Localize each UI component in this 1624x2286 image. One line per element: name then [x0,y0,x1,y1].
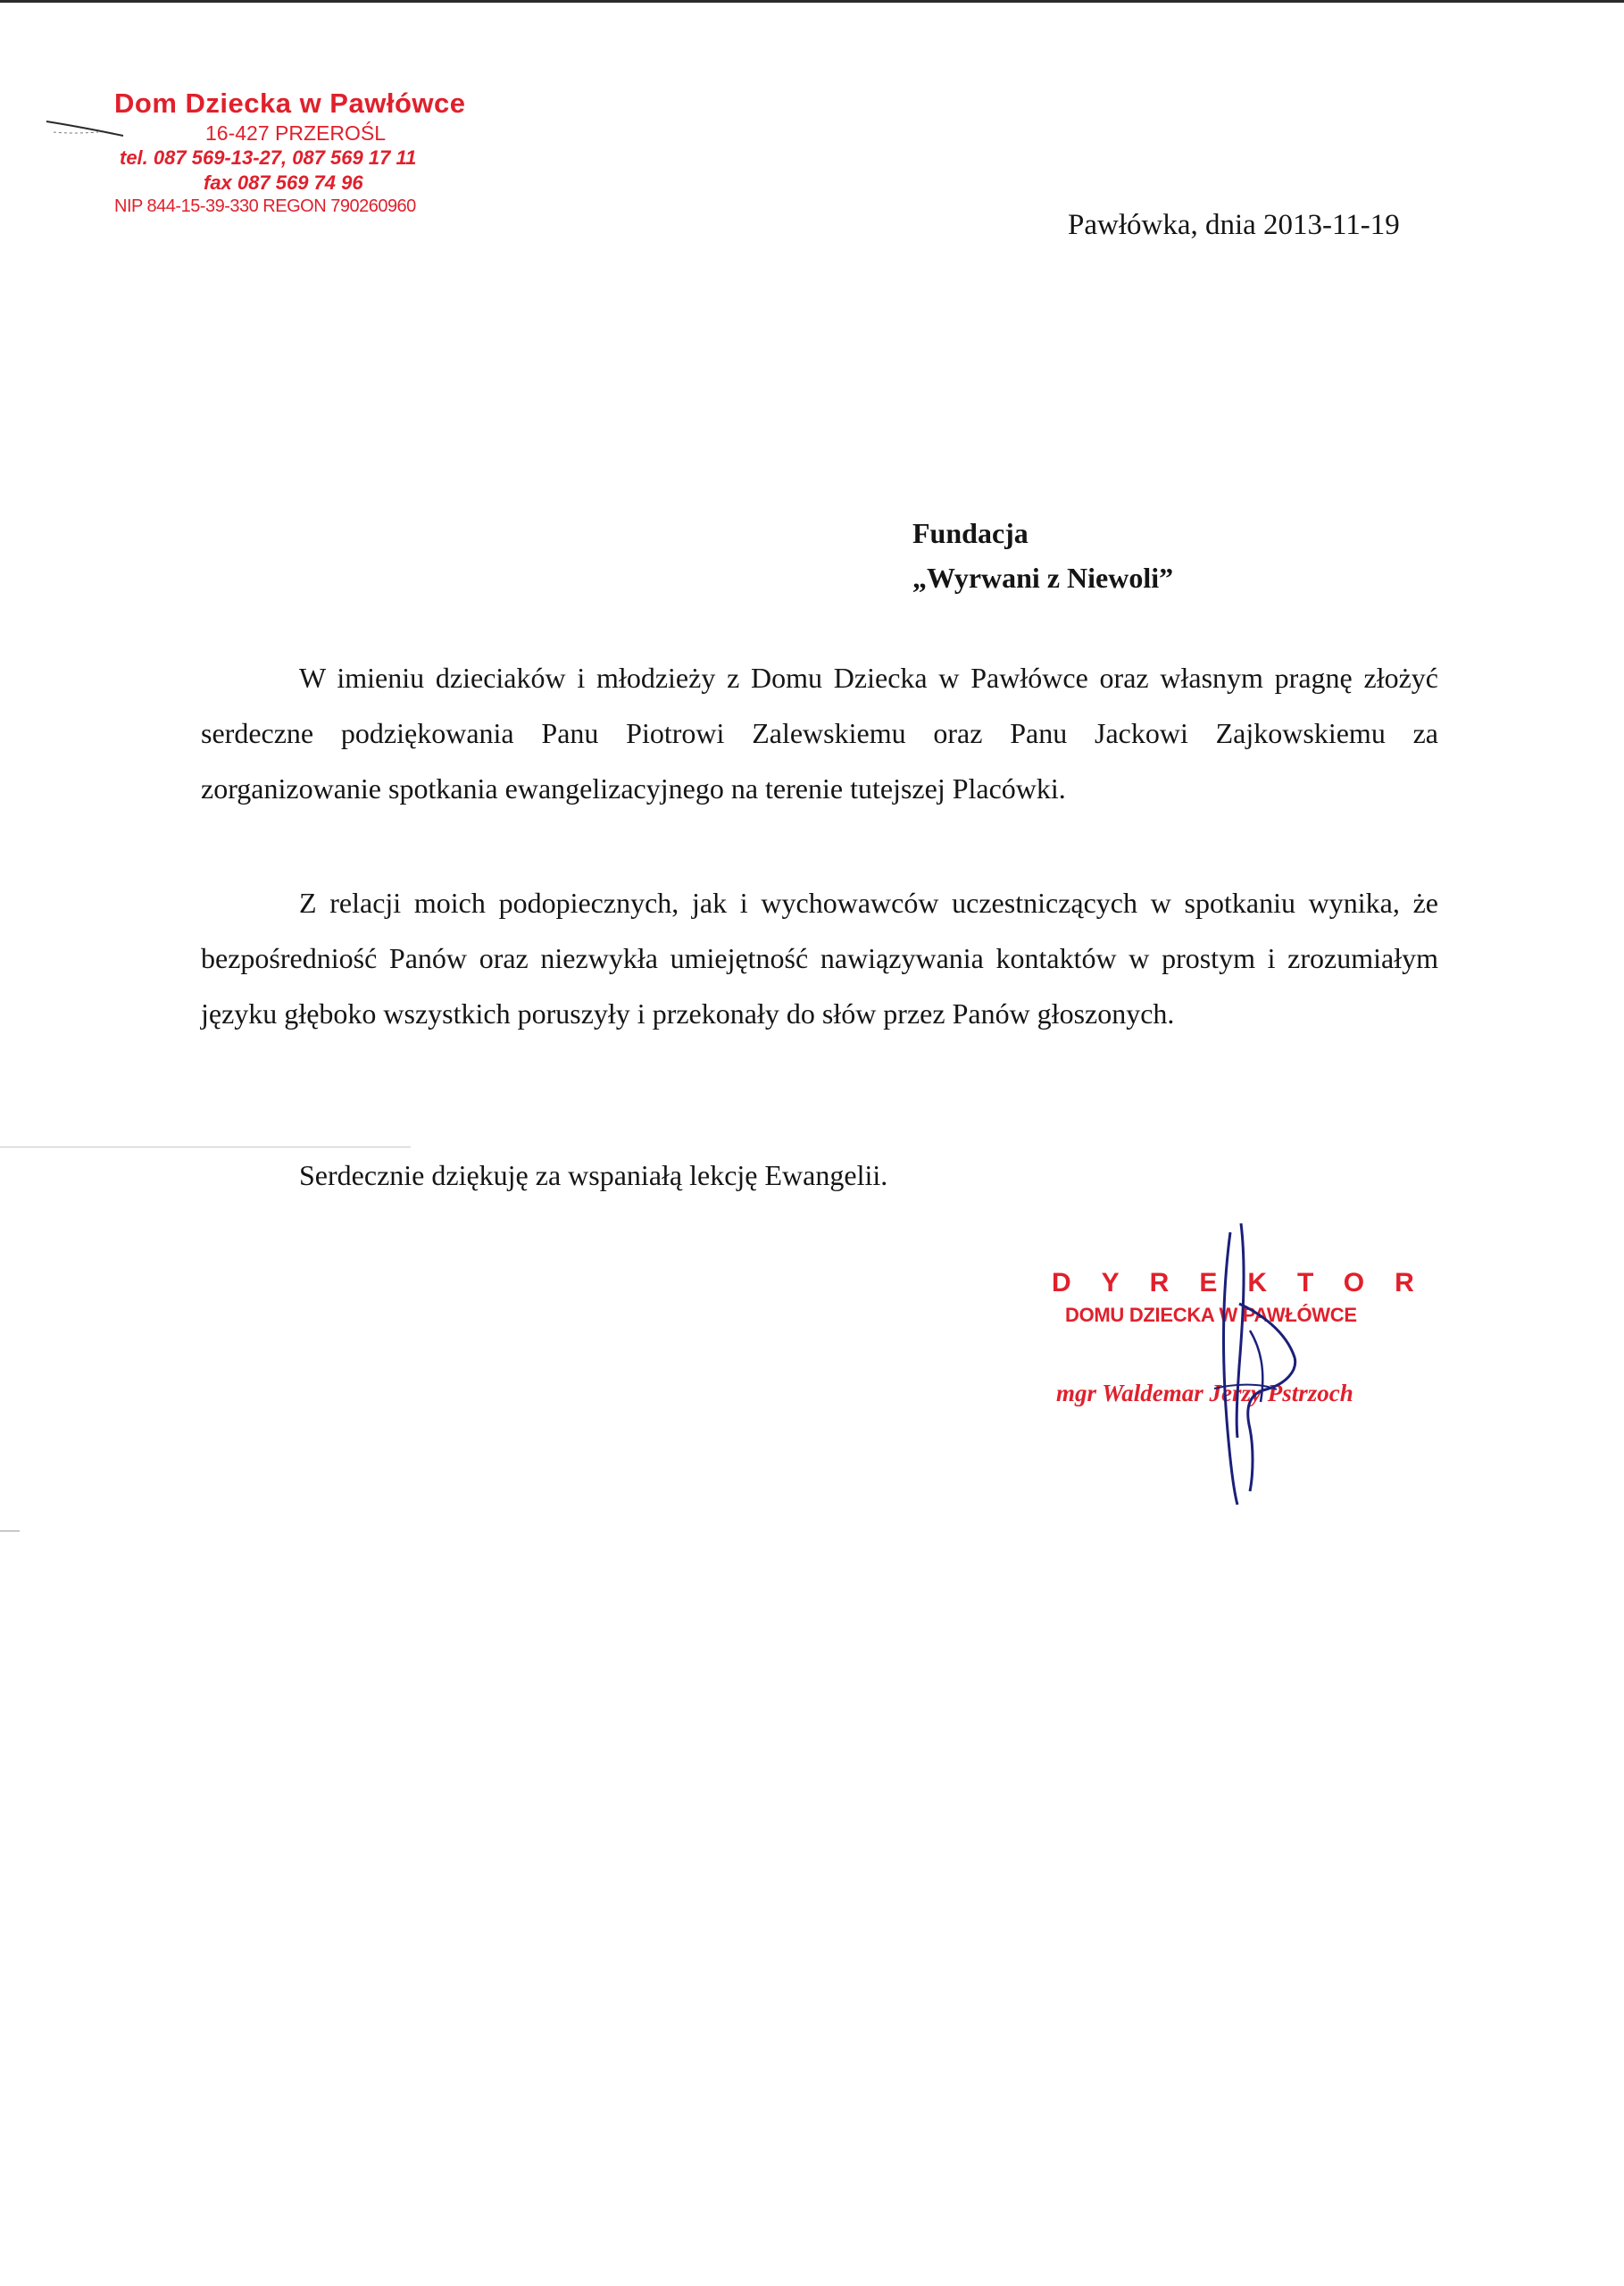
scan-top-edge [0,0,1624,3]
signature-title: DYREKTOR [1052,1268,1445,1297]
closing-line: Serdecznie dziękuję za wspaniałą lekcję Ewangelii. [299,1159,888,1191]
stamp-institution-name: Dom Dziecka w Pawłówce [114,88,466,119]
recipient-block [912,511,1173,600]
stamp-address: 16-427 PRZEROŚL [205,121,386,145]
recipient-line-2: „Wyrwani z Niewoli” [912,562,1174,594]
body-paragraph-2: Z relacji moich podopiecznych, jak i wychowawców uczestniczących w spotkaniu wynika, że bezpośredniość Panów oraz niezwykła umiejętność nawiązywania kontaktów w prostym i zrozumiałym języku głęboko wszystkich poruszyły i przekonały do słów przez Panów głoszonych. [201,887,1438,1030]
date-line: Pawłówka, dnia 2013-11-19 [1068,209,1400,241]
stamp-fax: fax 087 569 74 96 [204,171,363,194]
pen-stroke-mark [45,116,125,143]
signatory-name: mgr Waldemar Jerzy Pstrzoch [1056,1380,1353,1406]
recipient-line-1: Fundacja [912,517,1029,549]
stamp-tax-ids: NIP 844-15-39-330 REGON 790260960 [114,196,416,216]
body-paragraph-1: W imieniu dzieciaków i młodzieży z Domu Dziecka w Pawłówce oraz własnym pragnę złożyć serdeczne podziękowania Panu Piotrowi Zalewskiemu oraz Panu Jackowi Zajkowskiemu za zorganizowanie spotkania ewangelizacyjnego na terenie tutejszej Placówki. [201,662,1438,805]
signature-institution: DOMU DZIECKA W PAWŁÓWCE [1065,1304,1357,1326]
stamp-phone: tel. 087 569-13-27, 087 569 17 11 [120,146,417,169]
handwritten-signature [1161,1214,1339,1509]
